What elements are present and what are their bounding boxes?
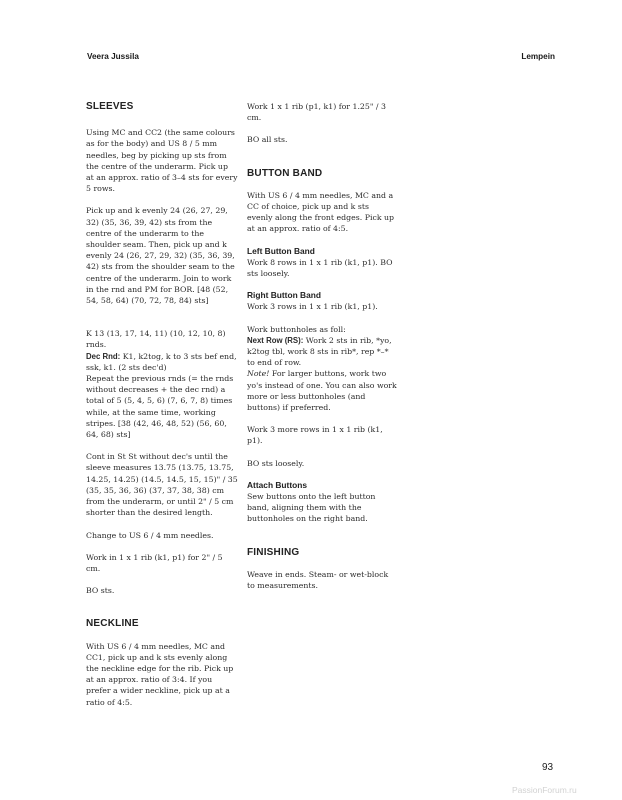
next-row-text: Work 2 sts in rib, *yo, k2tog tbl, work 8 sts in rib*, rep *–* to end of row. xyxy=(247,335,392,368)
left-button-band-heading: Left Button Band xyxy=(247,245,315,256)
sleeves-paragraph-7: Work in 1 x 1 rib (k1, p1) for 2" / 5 cm. xyxy=(86,552,223,573)
neckline-paragraph-1: With US 6 / 4 mm needles, MC and CC1, pick up and k sts evenly along the neckline edge for the rib. Pick up at an approx. ratio of 3:4. If you prefer a wider neckline, pick up at a ratio of 4:5. xyxy=(86,641,234,707)
sleeves-paragraph-1: Using MC and CC2 (the same colours as for the body) and US 8 / 5 mm needles, beg by picking up sts from the centre of the underarm. Pick up at an approx. ratio of 3–4 sts for every 5 rows. xyxy=(86,128,238,194)
author-name: Veera Jussila xyxy=(87,52,139,61)
dec-round-label: Dec Rnd: xyxy=(86,351,121,361)
sleeves-paragraph-4: Repeat the previous rnds (= the rnds without decreases + the dec rnd) a total of 5 (5, 4, 5, 6) (7, 6, 7, 8) times while, at the same time, working stripes. [38 (42, 46, 48, 52) (56, 60, 64, 68) sts] xyxy=(86,374,234,440)
next-row-instruction xyxy=(247,335,397,369)
note-text: For larger buttons, work two yo's instead of one. You can also work more or less buttonholes (and buttons) if preferred. xyxy=(247,369,397,413)
finishing-paragraph: Weave in ends. Steam- or wet-block to measurements. xyxy=(247,569,389,591)
attach-buttons-paragraph: Sew buttons onto the left button band, aligning them with the buttonholes on the right band. xyxy=(247,492,376,524)
right-button-band-paragraph-4: BO sts loosely. xyxy=(247,458,305,468)
button-band-paragraph-1: With US 6 / 4 mm needles, MC and a CC of choice, pick up and k sts evenly along the front edges. Pick up at an approx. ratio of 4:5. xyxy=(247,190,395,234)
pattern-name: Lempein xyxy=(521,52,555,61)
right-button-band-paragraph-3: Work 3 more rows in 1 x 1 rib (k1, p1). xyxy=(247,425,383,446)
neckline-bind-off: BO all sts. xyxy=(247,135,288,145)
attach-buttons-heading: Attach Buttons xyxy=(247,479,308,490)
page-number: 93 xyxy=(542,762,554,773)
button-band-heading: BUTTON BAND xyxy=(247,167,323,179)
sleeves-paragraph-3: K 13 (13, 17, 14, 11) (10, 12, 10, 8) rnds. xyxy=(86,329,226,350)
watermark: PassionForum.ru xyxy=(512,785,577,795)
neckline-rib-instruction: Work 1 x 1 rib (p1, k1) for 1.25" / 3 cm. xyxy=(247,102,386,123)
sleeves-paragraph-8: BO sts. xyxy=(86,586,115,596)
left-column xyxy=(86,101,238,708)
sleeves-heading: SLEEVES xyxy=(86,101,134,112)
right-button-band-paragraph-1: Work 3 rows in 1 x 1 rib (k1, p1). xyxy=(247,302,378,312)
sleeves-paragraph-6: Change to US 6 / 4 mm needles. xyxy=(86,530,214,540)
sleeves-paragraph-2: Pick up and k evenly 24 (26, 27, 29, 32) (35, 36, 39, 42) sts from the centre of the underarm to the shoulder seam. Then, pick up and k evenly 24 (26, 27, 29, 32) (35, 36, 39, 42) sts from the shoulder seam to the centre of the underarm. Join to work in the rnd and PM for BOR. [48 (52, 54, 58, 64) (70, 72, 78, 84) sts] xyxy=(86,206,235,306)
note-paragraph xyxy=(247,368,397,413)
right-button-band-heading: Right Button Band xyxy=(247,290,321,301)
next-row-label: Next Row (RS): xyxy=(247,335,304,345)
dec-round-instruction xyxy=(86,351,238,373)
note-label: Note! xyxy=(247,369,270,379)
finishing-heading: FINISHING xyxy=(247,546,300,558)
neckline-heading: NECKLINE xyxy=(86,618,139,630)
right-button-band-paragraph-2: Work buttonholes as foll: xyxy=(247,324,346,334)
dec-round-text: K1, k2tog, k to 3 sts bef end, ssk, k1. (2 sts dec'd) xyxy=(86,351,237,372)
right-column xyxy=(247,101,397,591)
left-button-band-paragraph: Work 8 rows in 1 x 1 rib (k1, p1). BO sts loosely. xyxy=(247,257,393,279)
sleeves-paragraph-5: Cont in St St without dec's until the sleeve measures 13.75 (13.75, 13.75, 14.25, 14.25) (14.5, 14.5, 15, 15)" / 35 (35, 35, 36, 36) (37, 37, 38, 38) cm from the underarm, or until 2" / 5 cm shorter than the desired length. xyxy=(86,452,238,518)
